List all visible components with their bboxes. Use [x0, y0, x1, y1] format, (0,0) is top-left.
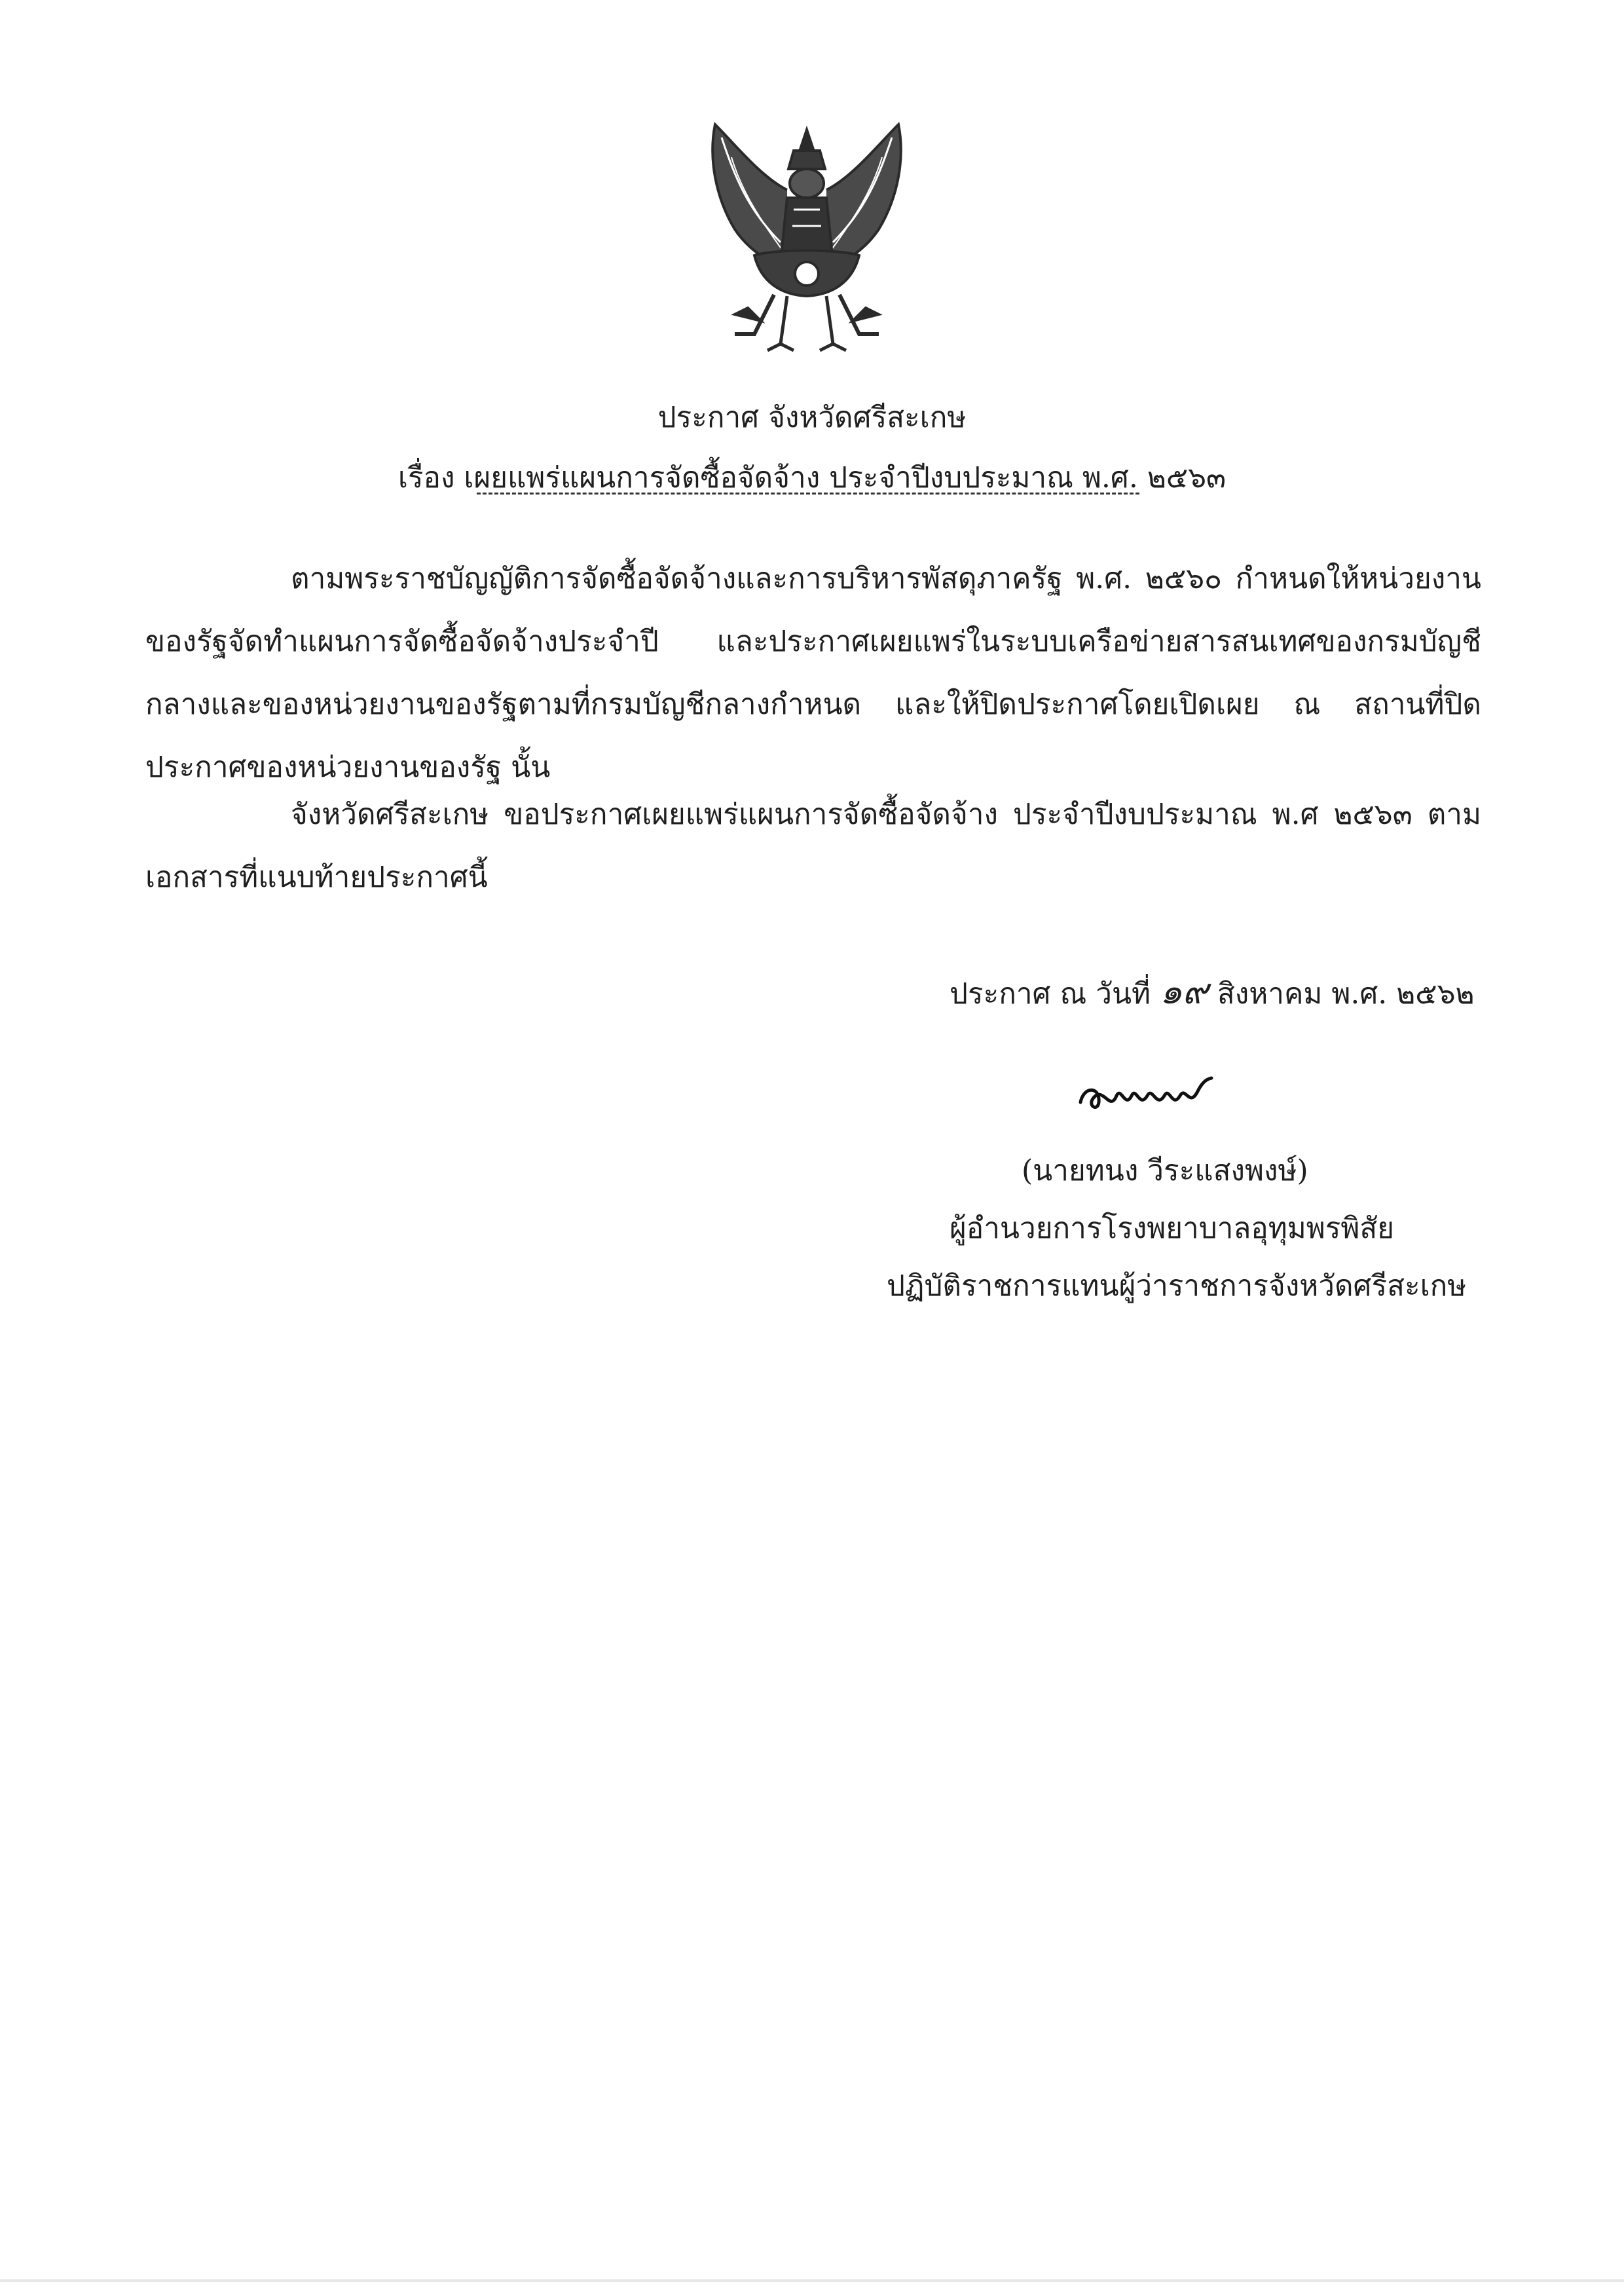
- dateline-month-year: สิงหาคม พ.ศ. ๒๕๖๒: [1217, 977, 1475, 1011]
- signer-name: (นายทนง วีระแสงพงษ์): [1022, 1154, 1308, 1187]
- body-paragraph: ตามพระราชบัญญัติการจัดซื้อจัดจ้างและการบริหารพัสดุภาครัฐ พ.ศ. ๒๕๖๐ กำหนดให้หน่วยงานของรัฐจัดทำแผนการจัดซื้อจัดจ้างประจำปี และประกาศเผยแพร่ในระบบเครือข่ายสารสนเทศของกรมบัญชีกลางและของหน่วยงานของรัฐตามที่กรมบัญชีกลางกำหนด และให้ปิดประกาศโดยเปิดเผย ณ สถานที่ปิดประกาศของหน่วยงานของรัฐ นั้น: [145, 562, 1481, 784]
- scan-edge: [0, 2279, 1624, 2282]
- signer-acting-position: ปฏิบัติราชการแทนผู้ว่าราชการจังหวัดศรีสะเกษ: [887, 1269, 1467, 1303]
- garuda-emblem-icon: [695, 118, 918, 354]
- issuer-line: ประกาศ จังหวัดศรีสะเกษ: [657, 401, 967, 434]
- dateline-prefix: ประกาศ ณ วันที่: [950, 977, 1151, 1011]
- dateline-day: ๑๙: [1160, 971, 1208, 1012]
- signer-position: ผู้อำนวยการโรงพยาบาลอุทุมพรพิสัย: [950, 1212, 1395, 1245]
- body-paragraph: จังหวัดศรีสะเกษ ขอประกาศเผยแพร่แผนการจัดซื้อจัดจ้าง ประจำปีงบประมาณ พ.ศ ๒๕๖๓ ตามเอกสารที่แนบท้ายประกาศนี้: [145, 798, 1481, 894]
- subject-line: เรื่อง เผยแพร่แผนการจัดซื้อจัดจ้าง ประจำปีงบประมาณ พ.ศ. ๒๕๖๓: [397, 461, 1227, 494]
- handwritten-signature: [1074, 1066, 1218, 1125]
- divider: [477, 493, 1139, 494]
- dateline: [950, 972, 1475, 1014]
